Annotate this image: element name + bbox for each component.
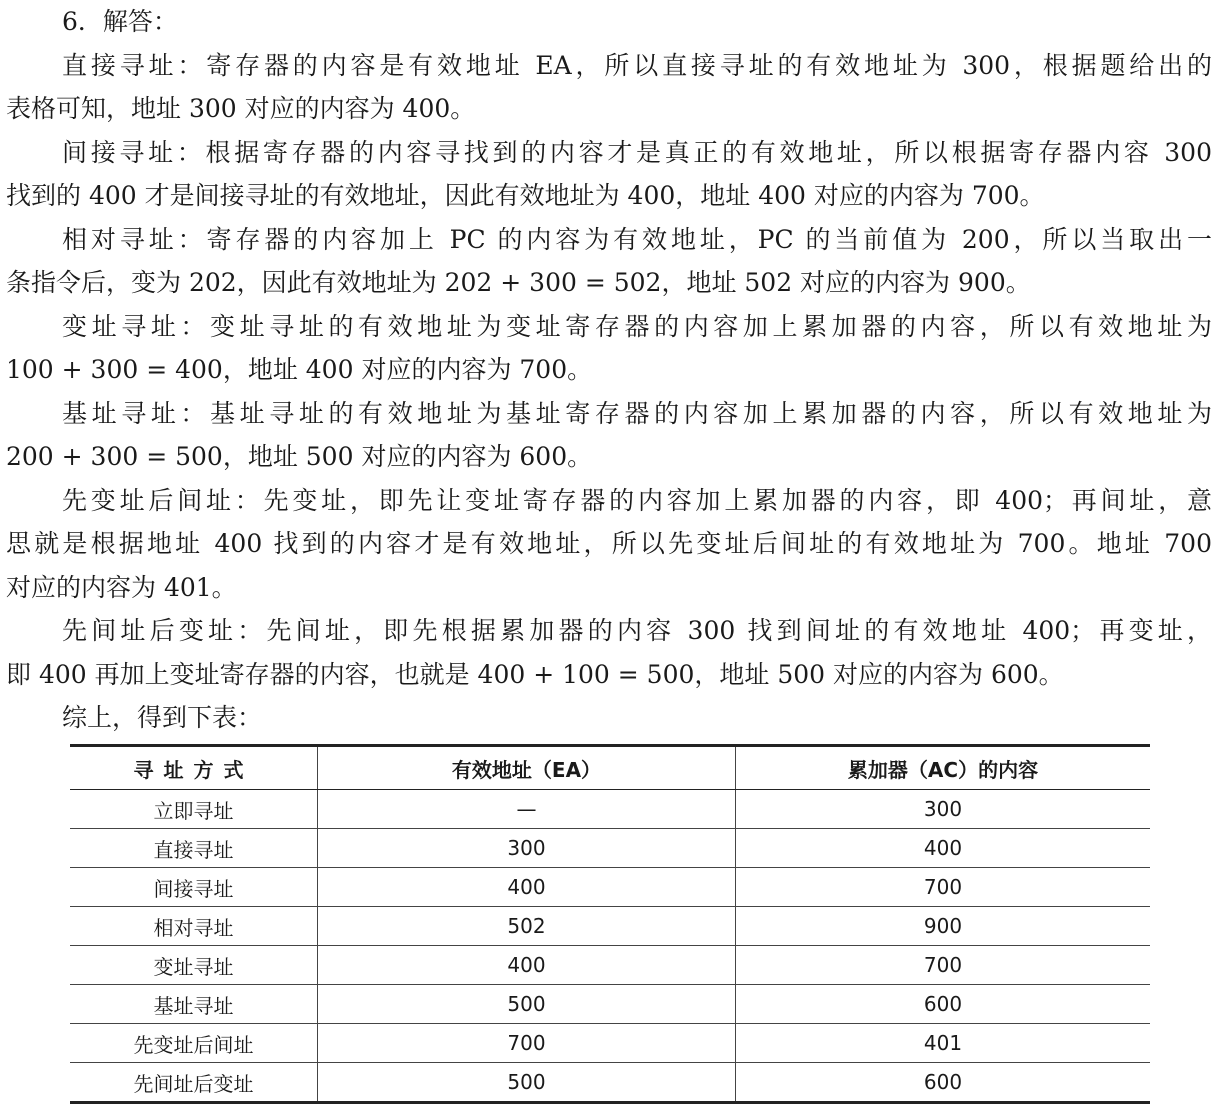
cell-ea: 500 [318,985,736,1024]
cell-mode: 直接寻址 [70,829,318,868]
cell-mode: 立即寻址 [70,790,318,829]
cell-ac: 600 [736,985,1151,1024]
answer-heading: 6．解答： [62,7,178,36]
cell-ac: 900 [736,907,1151,946]
cell-ea: 400 [318,946,736,985]
table-row [70,985,1150,1024]
paragraph-line: 表格可知，地址 300 对应的内容为 400。 [6,94,476,123]
table-row [70,907,1150,946]
paragraph-line: 相对寻址：寄存器的内容加上 PC 的内容为有效地址，PC 的当前值为 200，所以当取出一 [62,224,1212,254]
cell-ea: 500 [318,1063,736,1103]
paragraph-line: 思就是根据地址 400 找到的内容才是有效地址，所以先变址后间址的有效地址为 700。地址 700 [6,529,1212,558]
summary-intro: 综上，得到下表： [62,703,263,732]
paragraph-line: 先间址后变址：先间址，即先根据累加器的内容 300 找到间址的有效地址 400；再变址， [62,616,1212,645]
header-effective-address: 有效地址（EA） [318,746,736,790]
paragraph-line: 基址寻址：基址寻址的有效地址为基址寄存器的内容加上累加器的内容，所以有效地址为 [62,398,1212,428]
paragraph-line: 条指令后，变为 202，因此有效地址为 202 + 300 = 502，地址 502 对应的内容为 900。 [6,268,1031,297]
paragraph-line: 直接寻址：寄存器的内容是有效地址 EA，所以直接寻址的有效地址为 300，根据题给出的 [62,50,1212,80]
cell-mode: 基址寻址 [70,985,318,1024]
cell-ac: 700 [736,868,1151,907]
table-row [70,790,1150,829]
table-header-row [70,746,1150,790]
paragraph-line: 对应的内容为 401。 [6,572,237,602]
cell-ac: 600 [736,1063,1151,1103]
cell-mode: 变址寻址 [70,946,318,985]
table-row [70,868,1150,907]
cell-ac: 700 [736,946,1151,985]
cell-ac: 401 [736,1024,1151,1063]
addressing-summary-table [70,744,1150,1104]
cell-ea: 300 [318,829,736,868]
cell-mode: 间接寻址 [70,868,318,907]
paragraph-line: 间接寻址：根据寄存器的内容寻找到的内容才是真正的有效地址，所以根据寄存器内容 300 [62,137,1212,167]
cell-ac: 400 [736,829,1151,868]
table-row [70,829,1150,868]
table-row [70,1063,1150,1103]
paragraph-line: 找到的 400 才是间接寻址的有效地址，因此有效地址为 400，地址 400 对应的内容为 700。 [6,181,1045,210]
cell-mode: 相对寻址 [70,907,318,946]
table-row [70,946,1150,985]
table-row [70,1024,1150,1063]
cell-ea: 700 [318,1024,736,1063]
cell-mode: 先变址后间址 [70,1024,318,1063]
paragraph-line: 变址寻址：变址寻址的有效地址为变址寄存器的内容加上累加器的内容，所以有效地址为 [62,311,1212,341]
cell-ea: — [318,790,736,829]
cell-ea: 502 [318,907,736,946]
header-addressing-mode: 寻址方式 [70,746,318,790]
paragraph-line: 先变址后间址：先变址，即先让变址寄存器的内容加上累加器的内容，即 400；再间址，意 [62,485,1212,515]
cell-ea: 400 [318,868,736,907]
header-accumulator-content: 累加器（AC）的内容 [736,746,1151,790]
paragraph-line: 200 + 300 = 500，地址 500 对应的内容为 600。 [6,442,593,471]
answer-text [6,0,1212,740]
paragraph-line: 即 400 再加上变址寄存器的内容，也就是 400 + 100 = 500，地址 500 对应的内容为 600。 [6,659,1064,689]
cell-ac: 300 [736,790,1151,829]
paragraph-line: 100 + 300 = 400，地址 400 对应的内容为 700。 [6,355,593,384]
cell-mode: 先间址后变址 [70,1063,318,1103]
